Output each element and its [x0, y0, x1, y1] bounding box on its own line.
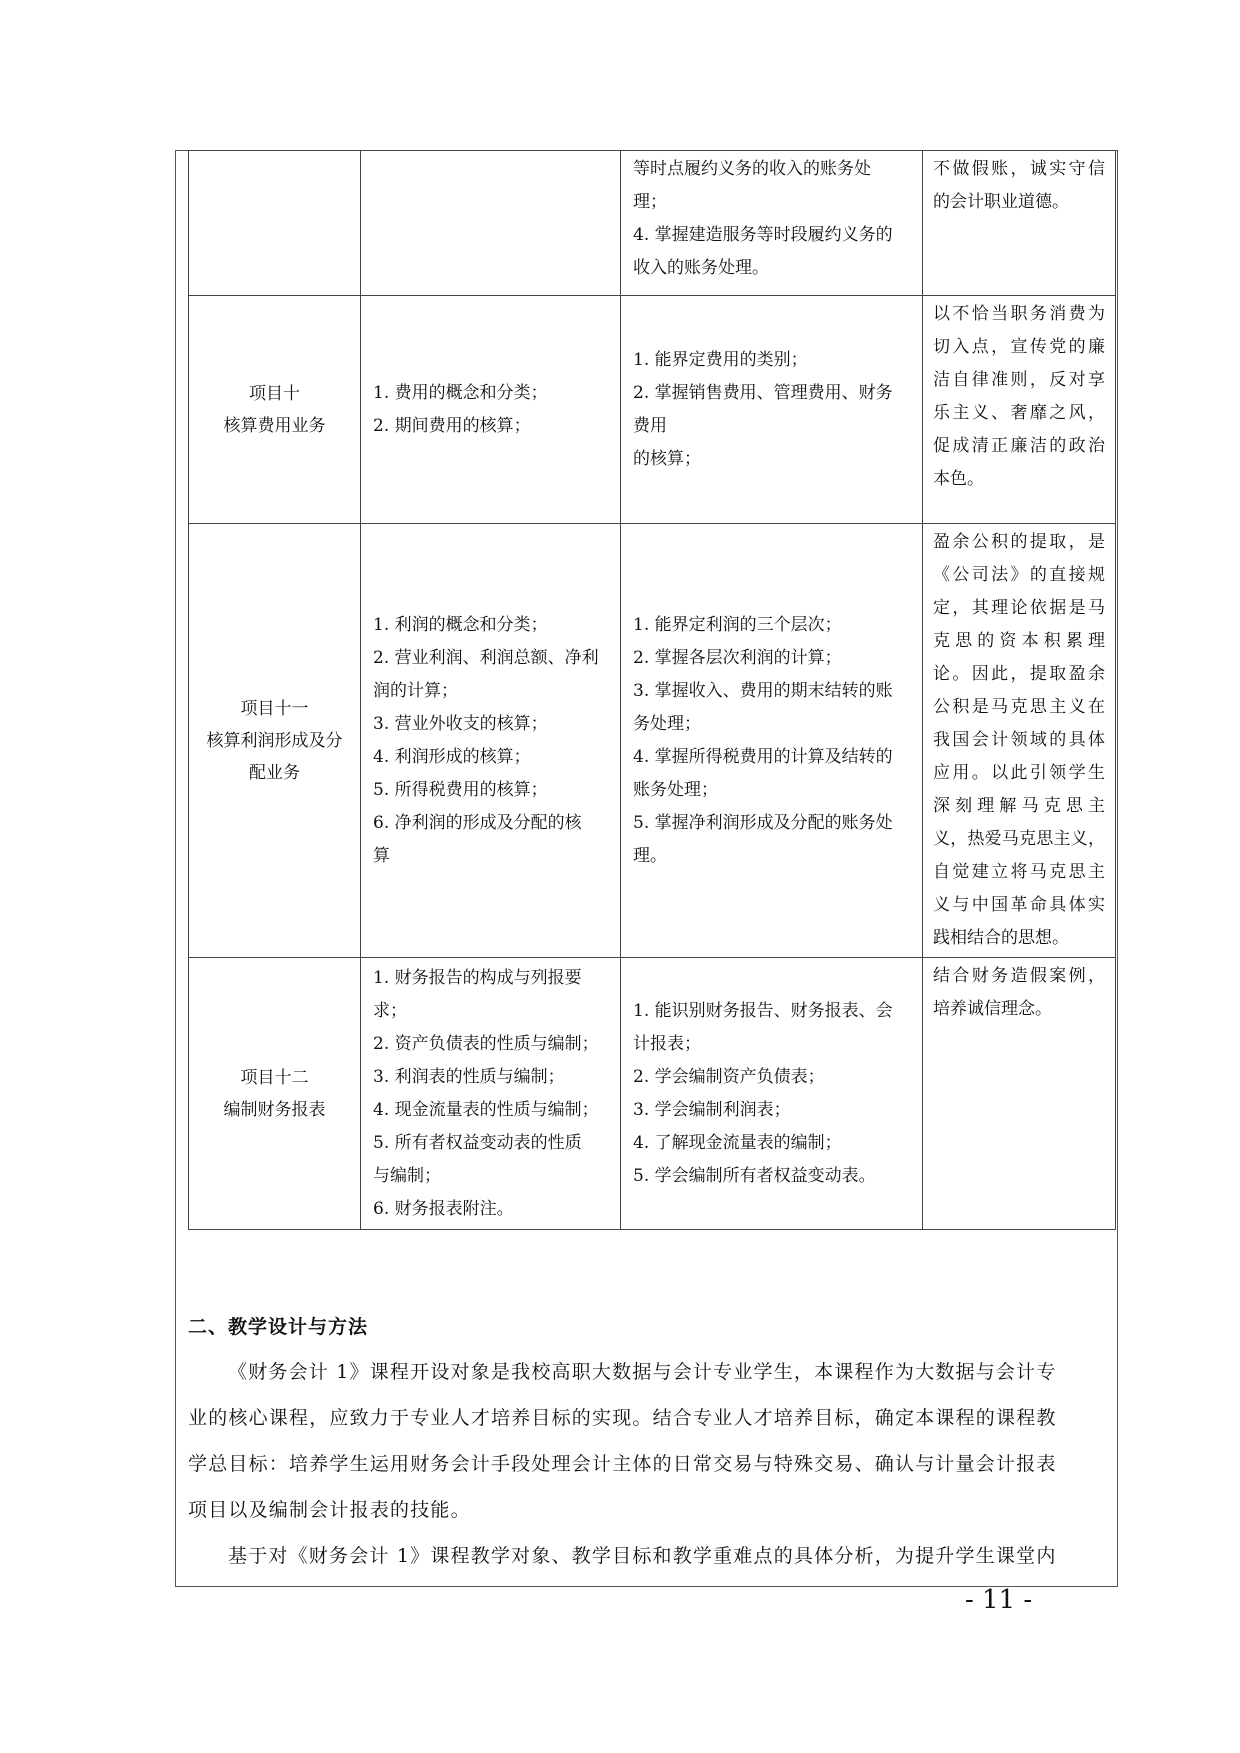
cell-line: 3. 利润表的性质与编制； [373, 1066, 565, 1087]
cell-line: 项目十 [249, 383, 300, 404]
cell-values [923, 524, 1116, 958]
cell-line: 理； [633, 192, 667, 212]
cell-line: 践相结合的思想。 [933, 928, 1069, 948]
course-content-table [188, 150, 1116, 1230]
cell-line: 求； [373, 1000, 407, 1021]
cell-line: 账务处理； [633, 779, 718, 800]
cell-line: 核算利润形成及分 [206, 730, 343, 751]
cell-line: 3. 掌握收入、费用的期末结转的账 [633, 680, 893, 701]
cell-line: 2. 掌握各层次利润的计算； [633, 647, 842, 668]
cell-line: 《公司法》的直接规 [933, 565, 1105, 585]
cell-line: 务处理； [633, 713, 701, 734]
cell-line: 配业务 [249, 762, 300, 783]
cell-line: 1. 能界定利润的三个层次； [633, 614, 842, 635]
cell-line: 理。 [633, 845, 667, 866]
cell-content [361, 524, 621, 958]
cell-line: 4. 了解现金流量表的编制； [633, 1132, 842, 1153]
cell-line: 1. 利润的概念和分类； [373, 614, 548, 635]
paragraph-line: 《财务会计 1》课程开设对象是我校高职大数据与会计专业学生，本课程作为大数据与会计专 [228, 1361, 1057, 1383]
section-heading: 二、教学设计与方法 [188, 1316, 369, 1338]
paragraph-line: 项目以及编制会计报表的技能。 [188, 1499, 471, 1521]
cell-line: 6. 财务报表附注。 [373, 1198, 514, 1219]
cell-line: 1. 财务报告的构成与列报要 [373, 967, 582, 988]
cell-line: 5. 所有者权益变动表的性质 [373, 1132, 582, 1153]
cell-line: 结合财务造假案例， [933, 966, 1105, 986]
cell-line: 盈余公积的提取，是 [933, 532, 1105, 552]
cell-line: 4. 现金流量表的性质与编制； [373, 1099, 599, 1120]
cell-line: 应用。以此引领学生 [933, 763, 1105, 783]
cell-line: 与编制； [373, 1165, 441, 1186]
cell-line: 不做假账，诚实守信 [933, 159, 1105, 179]
table-row [189, 296, 1116, 524]
cell-line: 等时点履约义务的收入的账务处 [633, 159, 871, 179]
cell-line: 润的计算； [373, 680, 458, 701]
cell-line: 克思的资本积累理 [933, 631, 1105, 651]
cell-line: 核算费用业务 [223, 415, 326, 436]
cell-line: 我国会计领域的具体 [933, 730, 1105, 750]
cell-line: 3. 学会编制利润表； [633, 1099, 791, 1120]
cell-values [923, 958, 1116, 1230]
cell-line: 的核算； [633, 448, 701, 469]
cell-line: 2. 期间费用的核算； [373, 415, 531, 436]
cell-line: 2. 掌握销售费用、管理费用、财务 [633, 382, 893, 403]
cell-line: 费用 [633, 415, 667, 436]
paragraph-line: 业的核心课程，应致力于专业人才培养目标的实现。结合专业人才培养目标，确定本课程的课程教 [188, 1407, 1057, 1429]
cell-line: 4. 掌握建造服务等时段履约义务的 [633, 225, 893, 245]
cell-line: 4. 利润形成的核算； [373, 746, 531, 767]
teaching-design-section [188, 1305, 1118, 1579]
cell-line: 2. 资产负债表的性质与编制； [373, 1033, 599, 1054]
table-row [189, 958, 1116, 1230]
cell-line: 6. 净利润的形成及分配的核 [373, 812, 582, 833]
cell-line: 1. 能界定费用的类别； [633, 349, 808, 370]
cell-requirements [621, 296, 923, 524]
cell-content [361, 296, 621, 524]
cell-project [189, 524, 361, 958]
cell-project [189, 151, 361, 296]
cell-line: 培养诚信理念。 [933, 999, 1052, 1019]
cell-line: 5. 学会编制所有者权益变动表。 [633, 1165, 876, 1186]
cell-line: 义，热爱马克思主义， [933, 829, 1105, 849]
cell-line: 深刻理解马克思主 [933, 796, 1105, 816]
cell-line: 1. 能识别财务报告、财务报表、会 [633, 1000, 893, 1021]
cell-line: 项目十二 [240, 1067, 309, 1088]
cell-line: 定，其理论依据是马 [933, 598, 1105, 618]
cell-line: 2. 学会编制资产负债表； [633, 1066, 825, 1087]
table-row [189, 151, 1116, 296]
cell-line: 3. 营业外收支的核算； [373, 713, 548, 734]
page-number: - 11 - [965, 1585, 1033, 1615]
paragraph-line: 基于对《财务会计 1》课程教学对象、教学目标和教学重难点的具体分析，为提升学生课堂内 [228, 1545, 1057, 1567]
paragraph-course-objective [188, 1349, 1118, 1533]
cell-line: 本色。 [933, 469, 984, 489]
cell-values [923, 296, 1116, 524]
cell-line: 洁自律准则，反对享 [933, 370, 1105, 390]
cell-line: 自觉建立将马克思主 [933, 862, 1105, 882]
paragraph-analysis [188, 1533, 1118, 1579]
cell-line: 的会计职业道德。 [933, 192, 1069, 212]
cell-requirements [621, 958, 923, 1230]
cell-line: 公积是马克思主义在 [933, 697, 1105, 717]
cell-line: 促成清正廉洁的政治 [933, 436, 1105, 456]
cell-line: 1. 费用的概念和分类； [373, 382, 548, 403]
cell-requirements [621, 151, 923, 296]
cell-line: 4. 掌握所得税费用的计算及结转的 [633, 746, 893, 767]
cell-project [189, 296, 361, 524]
cell-line: 收入的账务处理。 [633, 258, 769, 278]
cell-project [189, 958, 361, 1230]
cell-line: 计报表； [633, 1033, 701, 1054]
cell-line: 义与中国革命具体实 [933, 895, 1105, 915]
cell-line: 算 [373, 845, 390, 866]
table-row [189, 524, 1116, 958]
cell-line: 项目十一 [240, 698, 309, 719]
cell-line: 以不恰当职务消费为 [933, 304, 1105, 324]
cell-content [361, 151, 621, 296]
paragraph-line: 学总目标：培养学生运用财务会计手段处理会计主体的日常交易与特殊交易、确认与计量会计报表 [188, 1453, 1057, 1475]
cell-line: 5. 掌握净利润形成及分配的账务处 [633, 812, 893, 833]
cell-line: 论。因此，提取盈余 [933, 664, 1105, 684]
cell-line: 5. 所得税费用的核算； [373, 779, 548, 800]
cell-requirements [621, 524, 923, 958]
cell-line: 编制财务报表 [223, 1099, 326, 1120]
cell-line: 乐主义、奢靡之风， [933, 403, 1105, 423]
cell-line: 切入点，宣传党的廉 [933, 337, 1105, 357]
cell-content [361, 958, 621, 1230]
cell-line: 2. 营业利润、利润总额、净利 [373, 647, 599, 668]
cell-values [923, 151, 1116, 296]
